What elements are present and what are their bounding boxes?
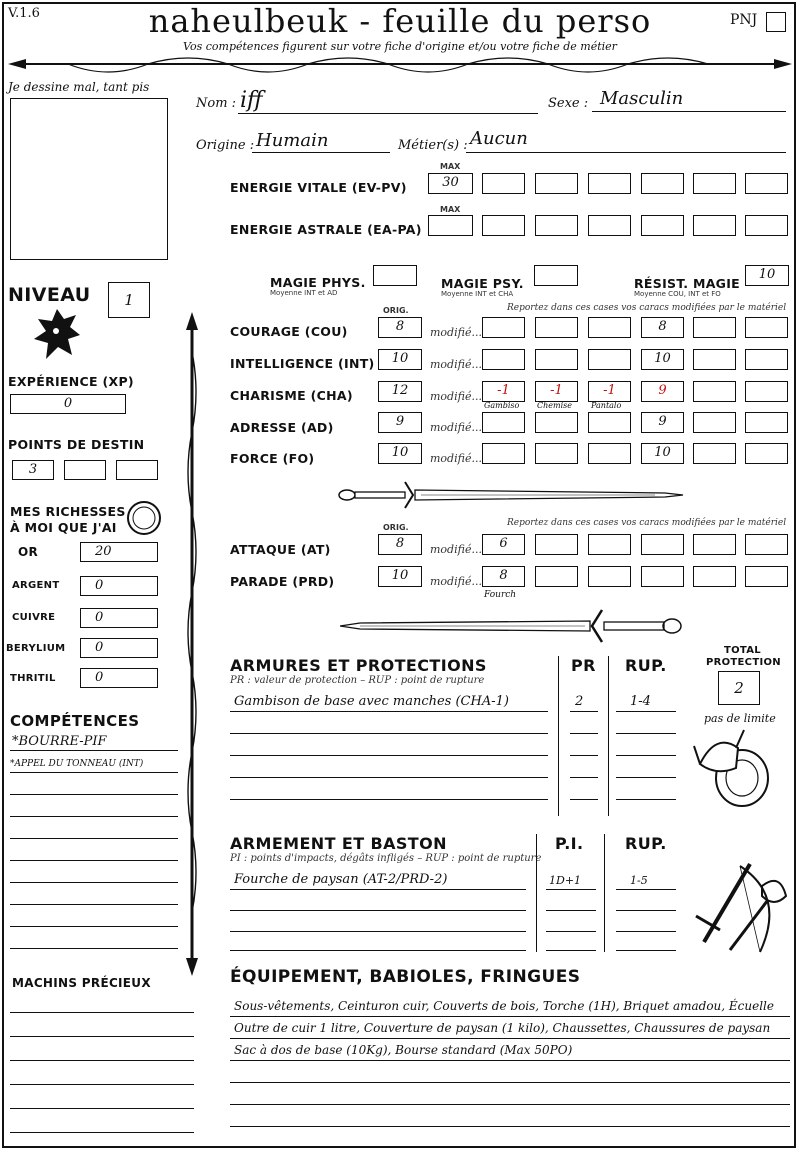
argent-label: ARGENT (12, 580, 60, 591)
resist-magie-label: RÉSIST. MAGIE (634, 276, 741, 291)
cuivre-box[interactable] (80, 608, 158, 628)
destin-box[interactable] (12, 460, 54, 480)
attr-cell[interactable] (641, 412, 684, 433)
attr-cell[interactable] (693, 349, 736, 370)
armor-row-rup[interactable]: 1-4 (630, 694, 651, 709)
resist-magie-box[interactable] (745, 265, 789, 286)
ea-cell[interactable] (745, 215, 788, 236)
magie-psy-box[interactable] (534, 265, 578, 286)
ev-max-label: MAX (440, 162, 461, 171)
modifie-label: modifié... (430, 575, 482, 588)
no-limit-label: pas de limite (704, 712, 776, 725)
weapon-line (546, 889, 596, 890)
attr-cell[interactable] (745, 317, 788, 338)
attr-label: ADRESSE (AD) (230, 420, 334, 435)
ev-cell[interactable] (588, 173, 631, 194)
orig-label: ORIG. (383, 306, 409, 315)
thritil-value: 0 (95, 670, 104, 685)
destin-value: 3 (28, 462, 38, 477)
armor-line (616, 755, 676, 756)
armor-line (616, 799, 676, 800)
attr-orig-value: 12 (391, 383, 409, 398)
ev-cell[interactable] (535, 173, 578, 194)
modifie-label: modifié... (430, 421, 482, 434)
armor-line (570, 755, 598, 756)
combat-cell[interactable] (693, 566, 736, 587)
xp-value: 0 (63, 396, 73, 411)
spear-ornament (180, 312, 204, 976)
berylium-value: 0 (95, 640, 104, 655)
attr-label: INTELLIGENCE (INT) (230, 356, 375, 371)
machins-precieux-label: MACHINS PRÉCIEUX (12, 976, 151, 990)
magie-phys-label: MAGIE PHYS. (270, 275, 366, 290)
attr-label: COURAGE (COU) (230, 324, 348, 339)
cha-note: Pantalo (591, 401, 622, 410)
combat-cell-value: 8 (499, 568, 508, 583)
magie-psy-label: MAGIE PSY. (441, 276, 524, 291)
weapon-line (230, 950, 526, 951)
total-protection-label-2: PROTECTION (706, 657, 781, 668)
competences-label: COMPÉTENCES (10, 712, 140, 730)
report-note: Reportez dans ces cases vos caracs modifiées par le matériel (507, 303, 787, 313)
weapon-line (616, 910, 676, 911)
coin-icon (126, 500, 162, 536)
equipment-title: ÉQUIPEMENT, BABIOLES, FRINGUES (230, 967, 581, 987)
equipment-line-text[interactable]: Sac à dos de base (10Kg), Bourse standard (Max 50PO) (234, 1043, 573, 1057)
armor-col-pr: PR (571, 656, 596, 675)
attr-cell-value: 10 (654, 351, 671, 366)
ea-cell[interactable] (641, 215, 684, 236)
weapons-col-rup: RUP. (625, 834, 667, 853)
combat-cell[interactable] (482, 566, 525, 587)
modifie-label: modifié... (430, 326, 482, 339)
attr-cell[interactable] (641, 349, 684, 370)
weapons-title: ARMEMENT ET BASTON (230, 834, 447, 853)
armor-line (570, 733, 598, 734)
dragon-icon (32, 305, 82, 365)
attr-cell[interactable] (482, 317, 525, 338)
ea-max-label: MAX (440, 205, 461, 214)
competence-line (10, 816, 178, 817)
weapons-divider (536, 834, 537, 952)
attr-cell[interactable] (482, 349, 525, 370)
armor-line (616, 733, 676, 734)
modifie-label: modifié... (430, 358, 482, 371)
weapon-line (230, 889, 526, 890)
weapon-row-pi[interactable]: 1D+1 (549, 874, 582, 887)
attr-cell[interactable] (588, 412, 631, 433)
attr-label: FORCE (FO) (230, 451, 315, 466)
attr-cell[interactable] (693, 381, 736, 402)
ea-cell[interactable] (588, 215, 631, 236)
total-protection-value: 2 (734, 679, 744, 697)
niveau-box[interactable] (108, 282, 150, 318)
argent-value: 0 (95, 578, 104, 593)
metier-label: Métier(s) : (398, 138, 468, 153)
combat-orig-box[interactable] (378, 534, 422, 555)
competence-line (10, 904, 178, 905)
origine-value[interactable]: Humain (256, 130, 329, 151)
attr-cell[interactable] (482, 381, 525, 402)
attr-orig-value: 8 (395, 319, 405, 334)
equipment-line (230, 1016, 790, 1017)
competence-line (10, 948, 178, 949)
combat-cell[interactable] (641, 566, 684, 587)
armor-line (230, 777, 548, 778)
pnj-label: PNJ (730, 12, 758, 28)
combat-cell[interactable] (588, 534, 631, 555)
weapon-line (546, 910, 596, 911)
origine-label: Origine : (196, 138, 255, 153)
ea-cell[interactable] (693, 215, 736, 236)
richesses-label-2: À MOI QUE J'AI (10, 520, 117, 535)
attr-orig-value: 10 (391, 351, 409, 366)
attr-cell-value: 9 (658, 383, 667, 398)
weapon-row-name[interactable]: Fourche de paysan (AT-2/PRD-2) (234, 872, 448, 887)
combat-report-note: Reportez dans ces cases vos caracs modifiées par le matériel (507, 518, 787, 528)
attr-cell[interactable] (745, 412, 788, 433)
ev-label: ENERGIE VITALE (EV-PV) (230, 180, 407, 195)
niveau-label: NIVEAU (8, 284, 91, 306)
attr-cell[interactable] (693, 412, 736, 433)
sword-ornament (335, 480, 685, 510)
page-subtitle: Vos compétences figurent sur votre fiche d'origine et/ou votre fiche de métier (183, 40, 617, 53)
berylium-box[interactable] (80, 638, 158, 658)
cha-note: Gambiso (484, 401, 520, 410)
competence-line (10, 926, 178, 927)
armor-divider (608, 656, 609, 816)
attr-cell[interactable] (745, 443, 788, 464)
competence-line (10, 750, 178, 751)
attr-cell[interactable] (588, 381, 631, 402)
ev-max-box[interactable] (428, 173, 473, 194)
attr-orig-box[interactable] (378, 381, 422, 402)
ea-label: ENERGIE ASTRALE (EA-PA) (230, 222, 422, 237)
armor-row-pr[interactable]: 2 (575, 694, 584, 709)
armor-line (230, 755, 548, 756)
total-protection-box[interactable] (718, 671, 760, 705)
weapon-line (616, 950, 676, 951)
xp-label: EXPÉRIENCE (XP) (8, 374, 134, 389)
precieux-line (10, 1060, 194, 1061)
weapon-line (616, 931, 676, 932)
combat-cell[interactable] (535, 566, 578, 587)
combat-orig-value: 8 (395, 536, 405, 551)
weapons-icon (690, 856, 790, 956)
attr-orig-box[interactable] (378, 443, 422, 464)
niveau-value: 1 (124, 291, 134, 309)
precieux-line (10, 1012, 194, 1013)
competence-line (10, 772, 178, 773)
total-protection-label-1: TOTAL (724, 645, 761, 656)
combat-cell[interactable] (693, 534, 736, 555)
combat-orig-value: 10 (391, 568, 409, 583)
richesses-label-1: MES RICHESSES (10, 504, 126, 519)
modifie-label: modifié... (430, 543, 482, 556)
modifie-label: modifié... (430, 452, 482, 465)
equipment-line (230, 1082, 790, 1083)
armor-line (570, 711, 598, 712)
attr-cell[interactable] (693, 317, 736, 338)
attr-cell-value: -1 (603, 383, 616, 398)
competence-line (10, 838, 178, 839)
attr-cell[interactable] (641, 317, 684, 338)
equipment-line-text[interactable]: Sous-vêtements, Ceinturon cuir, Couverts de bois, Torche (1H), Briquet amadou, Écuelle (234, 999, 774, 1013)
weapon-line (616, 889, 676, 890)
nom-value[interactable]: iff (240, 88, 263, 113)
attr-cell[interactable] (482, 412, 525, 433)
berylium-label: BERYLIUM (6, 643, 66, 654)
attr-orig-box[interactable] (378, 317, 422, 338)
weapon-line (230, 910, 526, 911)
weapons-col-pi: P.I. (555, 834, 584, 853)
weapon-line (230, 931, 526, 932)
metier-value[interactable]: Aucun (470, 128, 528, 149)
attr-cell-value: 8 (658, 319, 667, 334)
ev-max-value: 30 (442, 175, 459, 190)
attr-cell-value: 10 (654, 445, 671, 460)
ev-cell[interactable] (745, 173, 788, 194)
version-label: V.1.6 (8, 6, 40, 21)
armor-line (616, 711, 676, 712)
attr-cell[interactable] (745, 381, 788, 402)
combat-cell[interactable] (482, 534, 525, 555)
ev-cell[interactable] (482, 173, 525, 194)
precieux-line (10, 1036, 194, 1037)
magie-phys-box[interactable] (373, 265, 417, 286)
cuivre-label: CUIVRE (12, 612, 56, 623)
combat-cell[interactable] (745, 534, 788, 555)
helmet-shield-icon (692, 728, 772, 812)
armor-subtitle: PR : valeur de protection – RUP : point de rupture (230, 675, 485, 686)
attr-cell[interactable] (535, 412, 578, 433)
ea-cell[interactable] (482, 215, 525, 236)
weapon-line (546, 950, 596, 951)
competence-line (10, 794, 178, 795)
attr-cell[interactable] (588, 443, 631, 464)
fourch-note: Fourch (484, 590, 517, 600)
ea-cell[interactable] (535, 215, 578, 236)
combat-cell[interactable] (588, 566, 631, 587)
armor-line (570, 799, 598, 800)
modifie-label: modifié... (430, 390, 482, 403)
attr-cell[interactable] (641, 443, 684, 464)
attr-cell[interactable] (588, 349, 631, 370)
header-spear-ornament (8, 52, 792, 82)
nom-label: Nom : (196, 96, 237, 111)
competence-line (10, 860, 178, 861)
thritil-box[interactable] (80, 668, 158, 688)
equipment-line (230, 1104, 790, 1105)
precieux-line (10, 1108, 194, 1109)
destin-box[interactable] (64, 460, 106, 480)
armor-line (230, 711, 548, 712)
combat-cell[interactable] (641, 534, 684, 555)
attr-cell[interactable] (641, 381, 684, 402)
attr-cell[interactable] (482, 443, 525, 464)
sword-ornament (340, 608, 685, 644)
combat-cell[interactable] (745, 566, 788, 587)
attr-cell[interactable] (535, 381, 578, 402)
xp-box[interactable] (10, 394, 126, 414)
attr-orig-box[interactable] (378, 349, 422, 370)
armor-title: ARMURES ET PROTECTIONS (230, 656, 487, 675)
attr-cell-value: -1 (550, 383, 563, 398)
attr-orig-box[interactable] (378, 412, 422, 433)
cha-note: Chemise (537, 401, 572, 410)
combat-orig-label: ORIG. (383, 523, 409, 532)
ea-max-box[interactable] (428, 215, 473, 236)
destin-label: POINTS DE DESTIN (8, 437, 145, 452)
sexe-underline (592, 111, 786, 112)
attr-cell-value: -1 (497, 383, 510, 398)
combat-label: PARADE (PRD) (230, 574, 335, 589)
combat-label: ATTAQUE (AT) (230, 542, 331, 557)
armor-col-rup: RUP. (625, 656, 667, 675)
weapons-divider (604, 834, 605, 952)
armor-row-name[interactable]: Gambison de base avec manches (CHA-1) (234, 694, 509, 709)
attr-cell[interactable] (535, 317, 578, 338)
sexe-label: Sexe : (548, 96, 589, 111)
armor-line (230, 799, 548, 800)
attr-cell[interactable] (693, 443, 736, 464)
attr-cell[interactable] (588, 317, 631, 338)
armor-divider (558, 656, 559, 816)
equipment-line (230, 1060, 790, 1061)
or-value: 20 (95, 544, 112, 559)
metier-underline (466, 152, 786, 153)
destin-box[interactable] (116, 460, 158, 480)
magie-psy-sub: Moyenne INT et CHA (441, 290, 514, 298)
weapons-subtitle: PI : points d'impacts, dégâts infligés – RUP : point de rupture (230, 853, 542, 864)
attr-cell[interactable] (745, 349, 788, 370)
attr-cell[interactable] (535, 443, 578, 464)
equipment-line (230, 1038, 790, 1039)
ev-cell[interactable] (693, 173, 736, 194)
page-title: naheulbeuk - feuille du perso (148, 2, 652, 40)
pnj-checkbox[interactable] (766, 12, 786, 32)
competence-item[interactable]: *APPEL DU TONNEAU (INT) (10, 759, 144, 769)
armor-line (570, 777, 598, 778)
precieux-line (10, 1084, 194, 1085)
equipment-line (230, 1126, 790, 1127)
armor-line (230, 733, 548, 734)
attr-cell[interactable] (535, 349, 578, 370)
weapon-line (546, 931, 596, 932)
portrait-box[interactable] (10, 98, 168, 260)
or-box[interactable] (80, 542, 158, 562)
magie-phys-sub: Moyenne INT et AD (270, 289, 338, 297)
attr-cell-value: 9 (658, 414, 667, 429)
competence-item[interactable]: *BOURRE-PIF (12, 734, 107, 749)
precieux-line (10, 1132, 194, 1133)
origine-underline (252, 152, 390, 153)
combat-cell-value: 6 (499, 536, 508, 551)
attr-orig-value: 10 (391, 445, 409, 460)
armor-line (616, 777, 676, 778)
resist-magie-value: 10 (758, 267, 776, 282)
attr-label: CHARISME (CHA) (230, 388, 353, 403)
attr-orig-value: 9 (395, 414, 405, 429)
equipment-line-text[interactable]: Outre de cuir 1 litre, Couverture de paysan (1 kilo), Chaussettes, Chaussures de paysan (234, 1021, 771, 1035)
nom-underline (238, 113, 538, 114)
resist-magie-sub: Moyenne COU, INT et FO (634, 290, 721, 298)
cuivre-value: 0 (95, 610, 104, 625)
thritil-label: THRITIL (10, 673, 56, 684)
combat-cell[interactable] (535, 534, 578, 555)
or-label: OR (18, 545, 39, 559)
competence-line (10, 882, 178, 883)
weapon-row-rup[interactable]: 1-5 (630, 874, 648, 887)
argent-box[interactable] (80, 576, 158, 596)
portrait-caption: Je dessine mal, tant pis (8, 80, 150, 94)
ev-cell[interactable] (641, 173, 684, 194)
combat-orig-box[interactable] (378, 566, 422, 587)
sexe-value[interactable]: Masculin (600, 88, 684, 109)
